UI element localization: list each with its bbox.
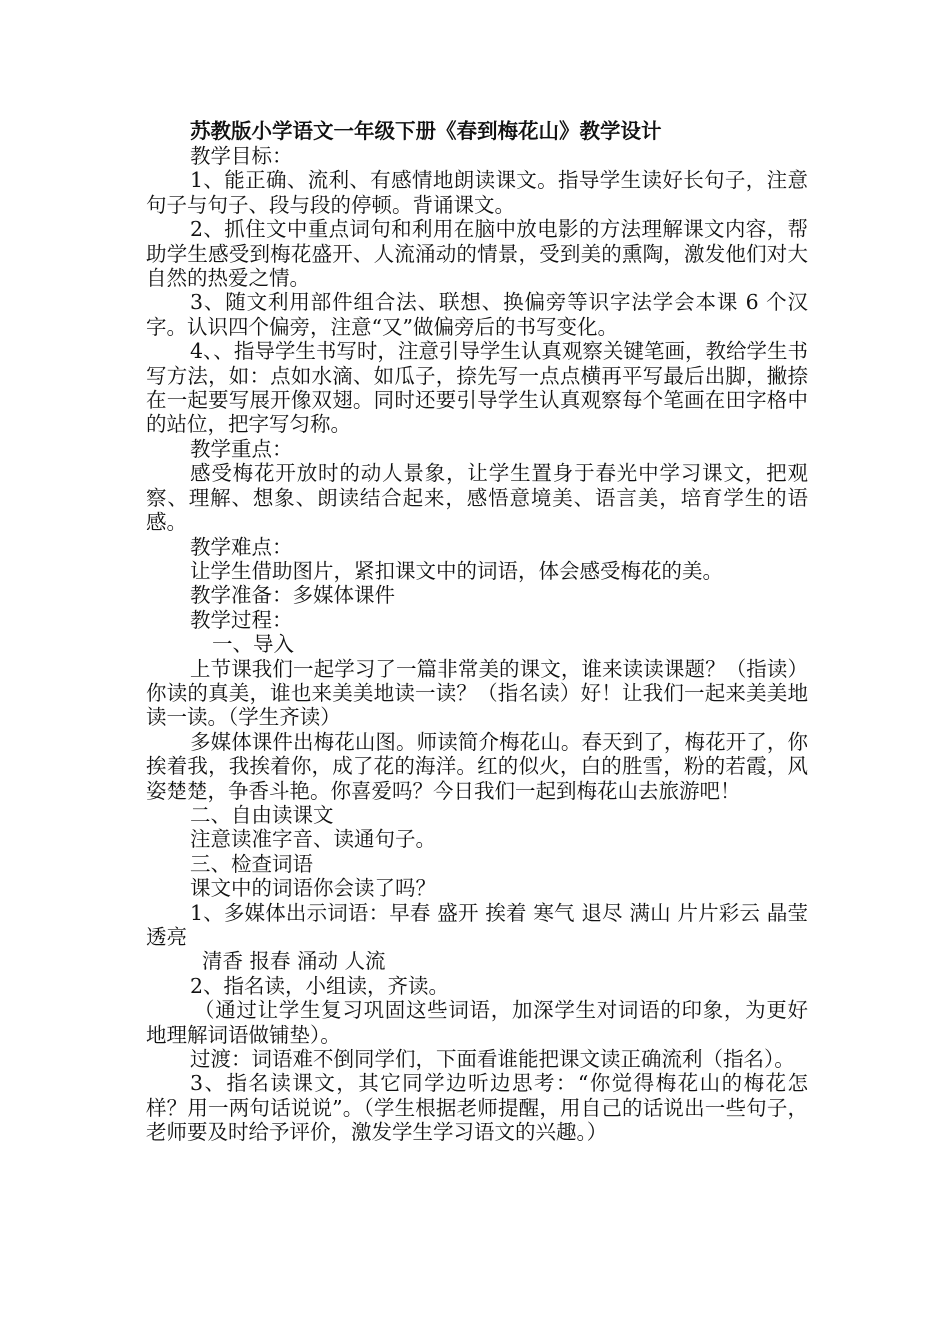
body-paragraph: 3、指名读课文，其它同学边听边思考：“你觉得梅花山的梅花怎样？用一两句话说说”。（学生根据老师提醒，用自己的话说出一些句子，老师要及时给予评价，激发学生学习语文的兴趣。）	[146, 1071, 808, 1145]
body-paragraph: 教学目标：	[190, 144, 293, 168]
body-paragraph: 教学难点：	[190, 534, 293, 559]
body-paragraph: 感受梅花开放时的动人景象，让学生置身于春光中学习课文，把观察、理解、想象、朗读结合起来，感悟意境美、语言美，培育学生的语感。	[146, 461, 808, 535]
body-paragraph: 教学过程：	[190, 607, 293, 632]
body-paragraph: 1、多媒体出示词语：早春 盛开 挨着 寒气 退尽 满山 片片彩云 晶莹透亮	[146, 900, 808, 949]
body-paragraph: （通过让学生复习巩固这些词语，加深学生对词语的印象，为更好地理解词语做铺垫）。	[146, 998, 808, 1047]
body-paragraph: 清香 报春 涌动 人流	[202, 949, 386, 974]
body-paragraph: 课文中的词语你会读了吗？	[190, 876, 436, 901]
document-body	[146, 144, 808, 1145]
body-paragraph: 注意读准字音、读通句子。	[190, 827, 436, 852]
body-paragraph: 让学生借助图片，紧扣课文中的词语，体会感受梅花的美。	[190, 558, 723, 583]
body-paragraph: 1、能正确、流利、有感情地朗读课文。指导学生读好长句子，注意句子与句子、段与段的停顿。背诵课文。	[146, 168, 808, 217]
body-paragraph: 一、导入	[212, 632, 294, 657]
document-page	[146, 118, 808, 1145]
body-paragraph: 三、检查词语	[190, 851, 313, 876]
body-paragraph: 3、随文利用部件组合法、联想、换偏旁等识字法学会本课 6 个汉字。认识四个偏旁，注意“又”做偏旁后的书写变化。	[146, 290, 808, 339]
body-paragraph: 上节课我们一起学习了一篇非常美的课文，谁来读读课题？（指读）你读的真美，谁也来美美地读一读？（指名读）好！让我们一起来美美地读一读。（学生齐读）	[146, 656, 808, 730]
document-title: 苏教版小学语文一年级下册《春到梅花山》教学设计	[190, 119, 662, 143]
body-paragraph: 教学准备：多媒体课件	[190, 583, 395, 608]
body-paragraph: 多媒体课件出梅花山图。师读简介梅花山。春天到了，梅花开了，你挨着我，我挨着你，成了花的海洋。红的似火，白的胜雪，粉的若霞，风姿楚楚，争香斗艳。你喜爱吗？今日我们一起到梅花山去旅游吧！	[146, 729, 808, 803]
body-paragraph: 2、抓住文中重点词句和利用在脑中放电影的方法理解课文内容，帮助学生感受到梅花盛开、人流涌动的情景，受到美的熏陶，激发他们对大自然的热爱之情。	[146, 217, 808, 291]
body-paragraph: 教学重点：	[190, 436, 293, 461]
body-paragraph: 4、、指导学生书写时，注意引导学生认真观察关键笔画，教给学生书写方法，如：点如水滴、如瓜子，捺先写一点点横再平写最后出脚，撇捺在一起要写展开像双翅。同时还要引导学生认真观察每个笔画在田字格中的站位，把字写匀称。	[146, 339, 808, 437]
body-paragraph: 2、指名读，小组读，齐读。	[190, 973, 450, 998]
body-paragraph: 二、自由读课文	[190, 802, 334, 827]
body-paragraph: 过渡：词语难不倒同学们，下面看谁能把课文读正确流利（指名）。	[190, 1047, 795, 1072]
